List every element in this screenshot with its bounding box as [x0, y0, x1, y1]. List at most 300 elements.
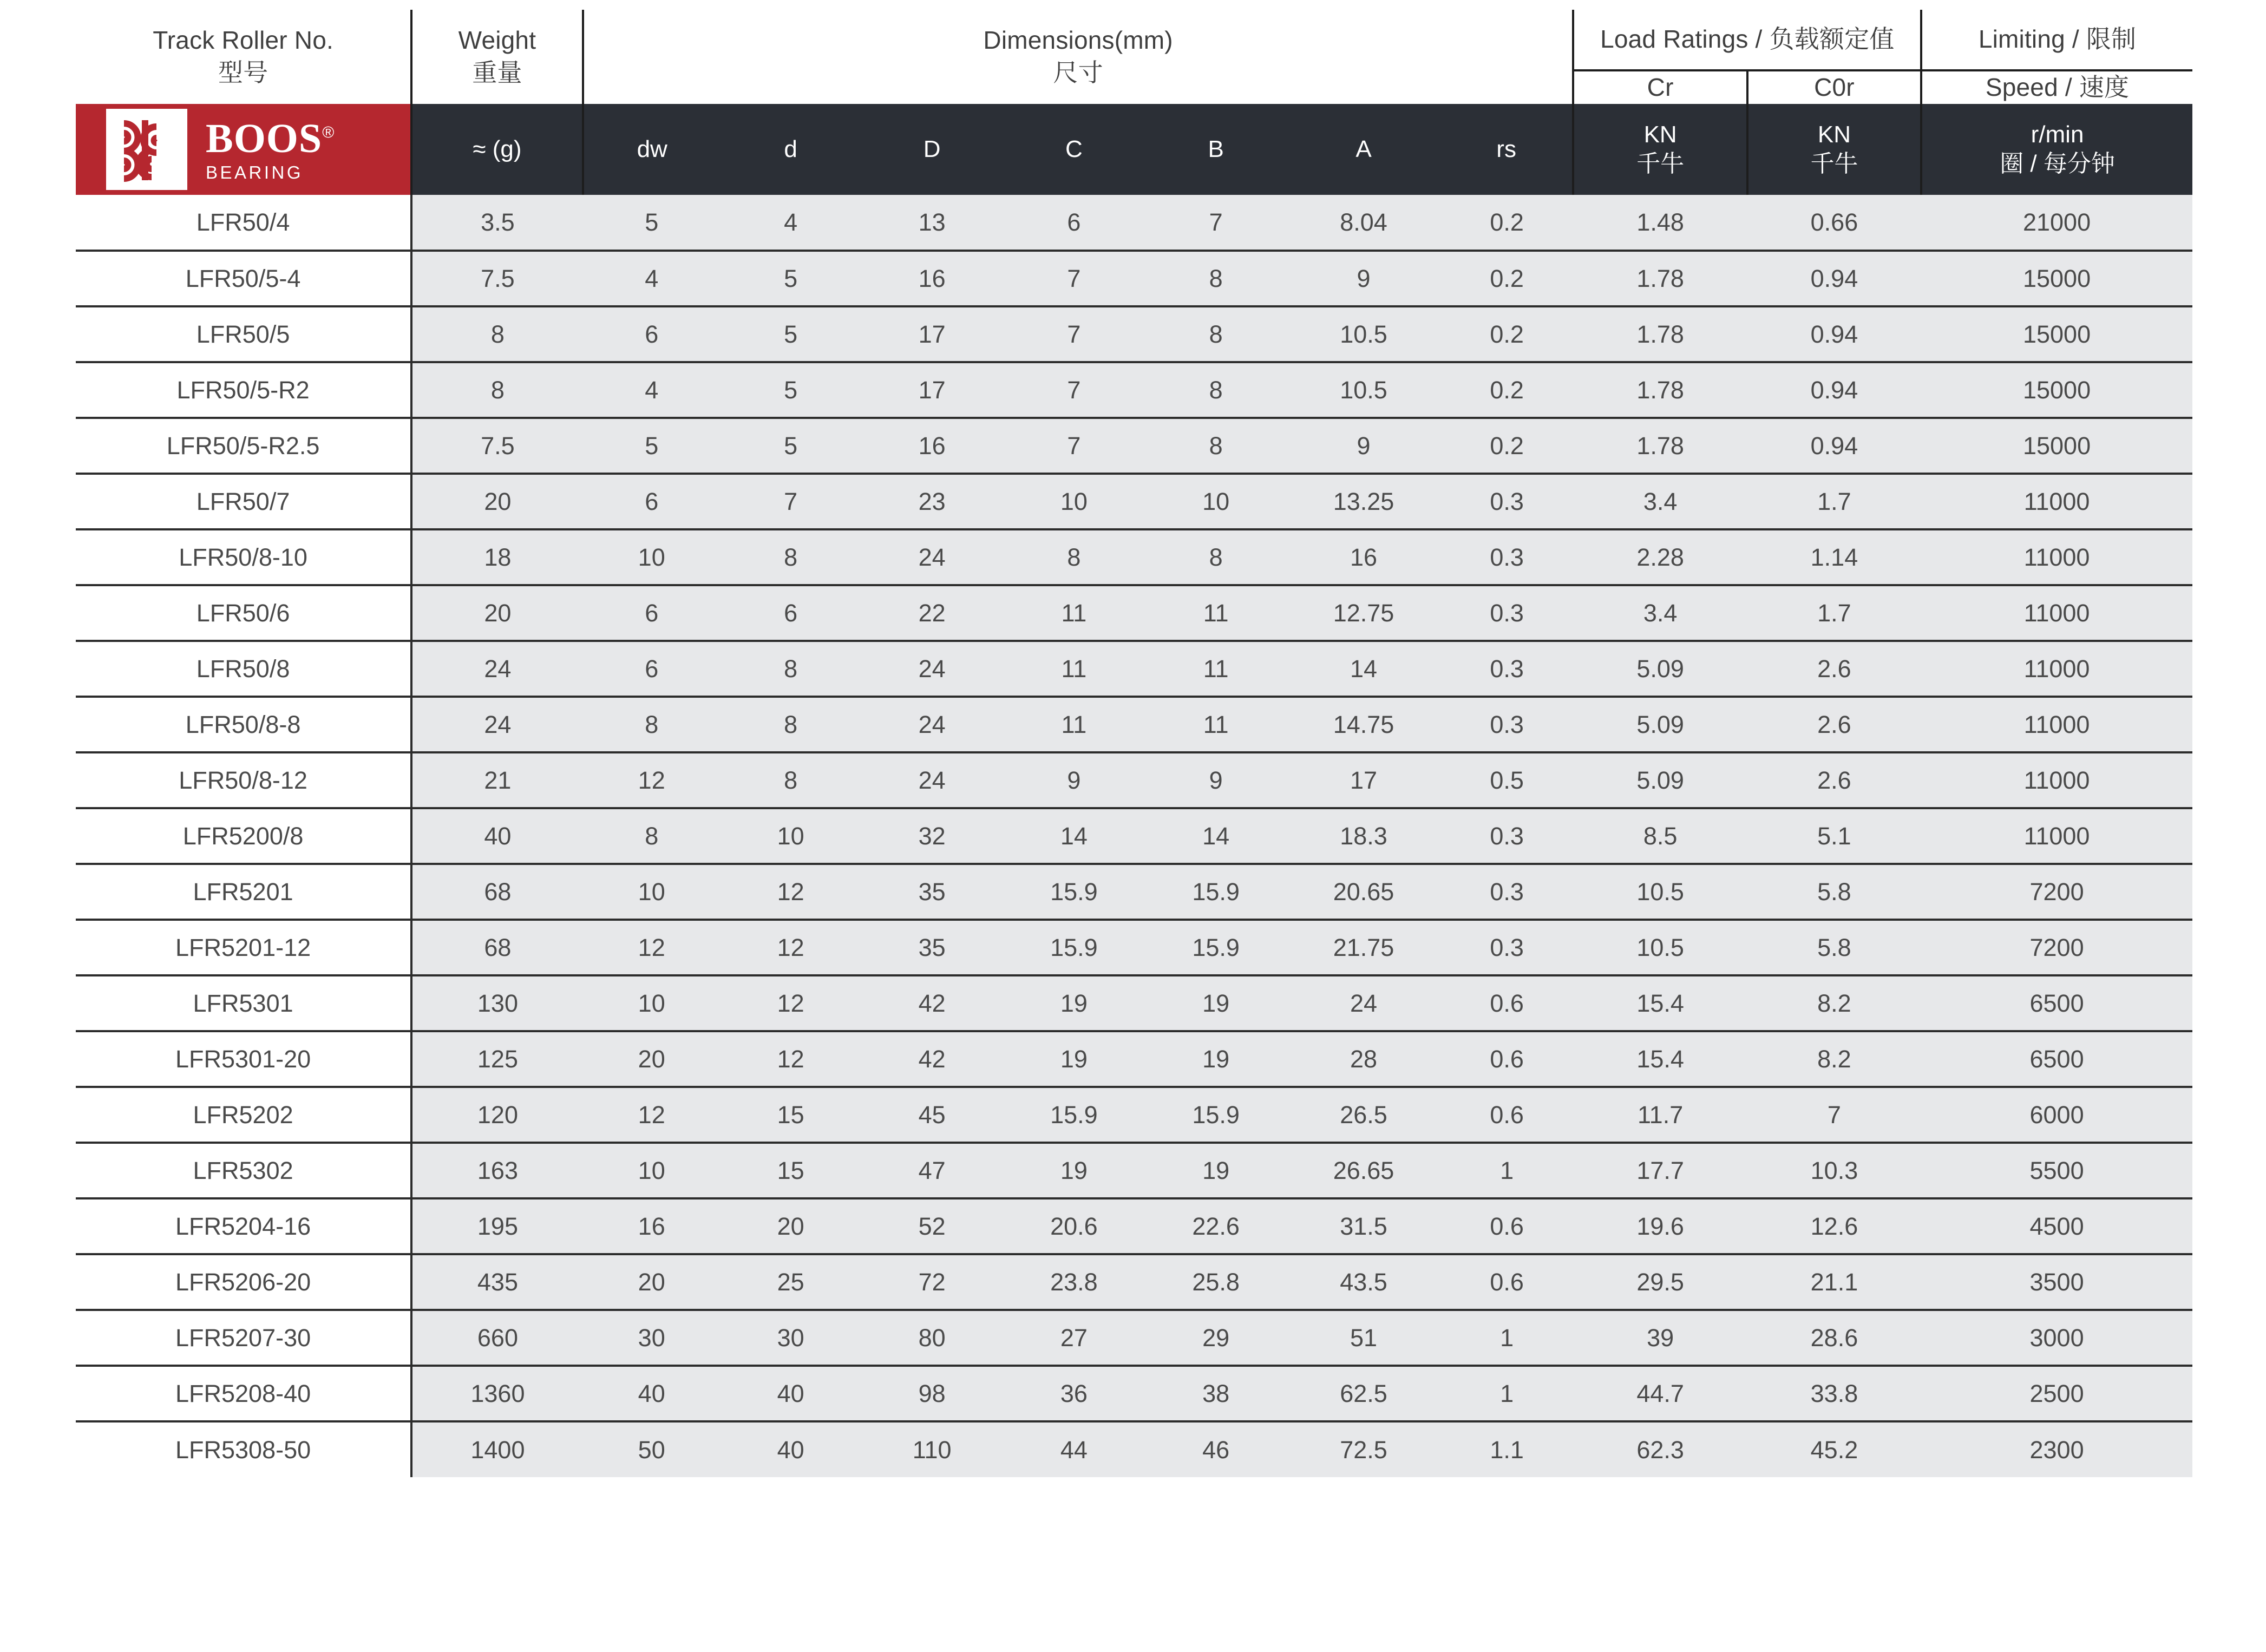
- cell-value: 4500: [1921, 1198, 2192, 1254]
- cell-value: 4: [583, 362, 721, 418]
- cell-value: 1.78: [1573, 362, 1747, 418]
- cell-value: 10: [583, 1143, 721, 1198]
- table-row: [76, 474, 2192, 529]
- table-row: [76, 697, 2192, 752]
- cell-value: 1.78: [1573, 418, 1747, 474]
- cell-value: 31.5: [1287, 1198, 1440, 1254]
- cell-value: 163: [411, 1143, 583, 1198]
- cell-value: 45.2: [1747, 1421, 1921, 1477]
- cell-value: 51: [1287, 1310, 1440, 1366]
- cell-value: 10.5: [1573, 920, 1747, 975]
- cell-value: 120: [411, 1087, 583, 1143]
- cell-value: 8: [721, 529, 861, 585]
- cell-value: 11000: [1921, 808, 2192, 864]
- cell-value: 45: [861, 1087, 1003, 1143]
- cell-value: 4: [583, 251, 721, 306]
- table-row: [76, 641, 2192, 697]
- cell-value: 8: [1145, 418, 1287, 474]
- cell-value: 30: [721, 1310, 861, 1366]
- cell-value: 40: [411, 808, 583, 864]
- unit-dw: dw: [583, 104, 721, 195]
- cell-value: 5: [721, 306, 861, 362]
- cell-value: 15.9: [1003, 864, 1145, 920]
- cell-value: 3500: [1921, 1254, 2192, 1310]
- cell-value: 12: [583, 1087, 721, 1143]
- cell-value: 7: [1145, 195, 1287, 251]
- table-row: [76, 195, 2192, 251]
- cell-value: 15.4: [1573, 1031, 1747, 1087]
- unit-C: C: [1003, 104, 1145, 195]
- cell-value: 46: [1145, 1421, 1287, 1477]
- table-row: [76, 1366, 2192, 1421]
- header-c0r: C0r: [1747, 70, 1921, 104]
- cell-value: 1.14: [1747, 529, 1921, 585]
- cell-value: 12: [721, 975, 861, 1031]
- unit-cr-en: KN: [1643, 121, 1677, 148]
- cell-value: 10.5: [1287, 306, 1440, 362]
- cell-value: 22: [861, 585, 1003, 641]
- cell-value: 28.6: [1747, 1310, 1921, 1366]
- header-load-ratings-label: Load Ratings / 负载额定值: [1600, 25, 1895, 54]
- cell-value: 33.8: [1747, 1366, 1921, 1421]
- cell-value: 15: [721, 1087, 861, 1143]
- cell-value: 5: [721, 362, 861, 418]
- cell-value: 40: [721, 1366, 861, 1421]
- cell-track-roller-no: LFR50/7: [76, 474, 411, 529]
- table-row: [76, 362, 2192, 418]
- brand-name: BOOS: [206, 115, 323, 161]
- cell-value: 1: [1440, 1366, 1574, 1421]
- cell-value: 24: [861, 752, 1003, 808]
- header-weight: [411, 10, 583, 104]
- cell-value: 11000: [1921, 585, 2192, 641]
- cell-value: 7.5: [411, 418, 583, 474]
- header-load-ratings: [1573, 10, 1921, 70]
- unit-c0r-en: KN: [1817, 121, 1851, 148]
- cell-value: 0.6: [1440, 1087, 1574, 1143]
- cell-value: 15000: [1921, 362, 2192, 418]
- header-track-roller-no: [76, 10, 411, 104]
- header-dimensions-en: Dimensions(mm): [983, 26, 1173, 55]
- cell-value: 19: [1145, 1031, 1287, 1087]
- cell-value: 1.78: [1573, 306, 1747, 362]
- cell-value: 1360: [411, 1366, 583, 1421]
- cell-value: 35: [861, 920, 1003, 975]
- cell-value: 40: [721, 1421, 861, 1477]
- cell-value: 14: [1003, 808, 1145, 864]
- cell-value: 24: [411, 641, 583, 697]
- cell-value: 11.7: [1573, 1087, 1747, 1143]
- cell-value: 80: [861, 1310, 1003, 1366]
- cell-value: 6: [583, 641, 721, 697]
- cell-track-roller-no: LFR50/5: [76, 306, 411, 362]
- cell-value: 9: [1287, 251, 1440, 306]
- cell-value: 2500: [1921, 1366, 2192, 1421]
- cell-track-roller-no: LFR5302: [76, 1143, 411, 1198]
- registered-mark: ®: [322, 123, 335, 142]
- table-row: [76, 864, 2192, 920]
- cell-value: 16: [861, 251, 1003, 306]
- brand-tagline: BEARING: [206, 162, 304, 182]
- cell-value: 0.94: [1747, 251, 1921, 306]
- cell-value: 20: [411, 585, 583, 641]
- cell-value: 195: [411, 1198, 583, 1254]
- cell-value: 24: [861, 529, 1003, 585]
- cell-value: 8: [1145, 251, 1287, 306]
- header-cr: Cr: [1573, 70, 1747, 104]
- cell-track-roller-no: LFR5202: [76, 1087, 411, 1143]
- table-row: [76, 529, 2192, 585]
- cell-track-roller-no: LFR50/8-12: [76, 752, 411, 808]
- cell-value: 11: [1003, 641, 1145, 697]
- cell-value: 0.2: [1440, 306, 1574, 362]
- cell-value: 3.4: [1573, 585, 1747, 641]
- cell-value: 42: [861, 975, 1003, 1031]
- cell-value: 7: [721, 474, 861, 529]
- cell-value: 5: [721, 251, 861, 306]
- table-row: [76, 752, 2192, 808]
- cell-value: 17: [861, 362, 1003, 418]
- cell-value: 24: [411, 697, 583, 752]
- cell-value: 47: [861, 1143, 1003, 1198]
- cell-track-roller-no: LFR5208-40: [76, 1366, 411, 1421]
- unit-cr: [1573, 104, 1747, 195]
- cell-value: 15000: [1921, 251, 2192, 306]
- cell-value: 10: [1145, 474, 1287, 529]
- table-row: [76, 585, 2192, 641]
- cell-value: 8.2: [1747, 975, 1921, 1031]
- cell-value: 7200: [1921, 920, 2192, 975]
- cell-value: 27: [1003, 1310, 1145, 1366]
- cell-value: 5.1: [1747, 808, 1921, 864]
- cell-value: 7: [1003, 251, 1145, 306]
- cell-value: 5.8: [1747, 864, 1921, 920]
- cell-value: 0.6: [1440, 1198, 1574, 1254]
- cell-value: 22.6: [1145, 1198, 1287, 1254]
- unit-D: D: [861, 104, 1003, 195]
- cell-value: 12: [721, 1031, 861, 1087]
- cell-value: 42: [861, 1031, 1003, 1087]
- cell-value: 20: [721, 1198, 861, 1254]
- cell-value: 8.04: [1287, 195, 1440, 251]
- cell-value: 130: [411, 975, 583, 1031]
- cell-value: 13: [861, 195, 1003, 251]
- cell-value: 11: [1003, 585, 1145, 641]
- cell-value: 28: [1287, 1031, 1440, 1087]
- unit-d: d: [721, 104, 861, 195]
- cell-value: 1.7: [1747, 474, 1921, 529]
- cell-value: 2.6: [1747, 641, 1921, 697]
- cell-value: 16: [1287, 529, 1440, 585]
- cell-value: 5.09: [1573, 752, 1747, 808]
- cell-value: 0.6: [1440, 1254, 1574, 1310]
- cell-value: 35: [861, 864, 1003, 920]
- cell-value: 10: [721, 808, 861, 864]
- cell-value: 24: [861, 697, 1003, 752]
- cell-value: 15.9: [1003, 1087, 1145, 1143]
- cell-value: 9: [1003, 752, 1145, 808]
- cell-value: 2.28: [1573, 529, 1747, 585]
- cell-value: 1400: [411, 1421, 583, 1477]
- cell-track-roller-no: LFR50/8-10: [76, 529, 411, 585]
- table-row: [76, 1143, 2192, 1198]
- cell-value: 17: [861, 306, 1003, 362]
- cell-value: 19: [1003, 1143, 1145, 1198]
- cell-value: 68: [411, 864, 583, 920]
- cell-value: 125: [411, 1031, 583, 1087]
- cell-value: 39: [1573, 1310, 1747, 1366]
- cell-value: 0.94: [1747, 362, 1921, 418]
- cell-value: 32: [861, 808, 1003, 864]
- cell-value: 5: [721, 418, 861, 474]
- cell-value: 6500: [1921, 1031, 2192, 1087]
- cell-value: 0.3: [1440, 808, 1574, 864]
- header-speed: Speed / 速度: [1921, 70, 2192, 104]
- cell-value: 98: [861, 1366, 1003, 1421]
- cell-value: 2300: [1921, 1421, 2192, 1477]
- cell-value: 0.6: [1440, 1031, 1574, 1087]
- cell-value: 12: [583, 920, 721, 975]
- cell-value: 68: [411, 920, 583, 975]
- table-row: [76, 1310, 2192, 1366]
- table-body: [76, 195, 2192, 1477]
- cell-value: 16: [861, 418, 1003, 474]
- cell-value: 0.2: [1440, 251, 1574, 306]
- cell-value: 18: [411, 529, 583, 585]
- cell-track-roller-no: LFR50/5-4: [76, 251, 411, 306]
- cell-track-roller-no: LFR5207-30: [76, 1310, 411, 1366]
- table-row: [76, 920, 2192, 975]
- cell-value: 24: [861, 641, 1003, 697]
- cell-value: 12.6: [1747, 1198, 1921, 1254]
- cell-value: 9: [1287, 418, 1440, 474]
- cell-value: 2.6: [1747, 697, 1921, 752]
- header-group-row: [76, 10, 2192, 70]
- cell-track-roller-no: LFR5200/8: [76, 808, 411, 864]
- unit-speed-en: r/min: [2031, 121, 2084, 148]
- cell-value: 7: [1003, 306, 1145, 362]
- cell-value: 0.6: [1440, 975, 1574, 1031]
- cell-value: 15.9: [1145, 1087, 1287, 1143]
- cell-value: 7.5: [411, 251, 583, 306]
- cell-track-roller-no: LFR5301-20: [76, 1031, 411, 1087]
- cell-value: 1: [1440, 1310, 1574, 1366]
- cell-value: 8.2: [1747, 1031, 1921, 1087]
- cell-track-roller-no: LFR5206-20: [76, 1254, 411, 1310]
- cell-value: 3.5: [411, 195, 583, 251]
- cell-value: 30: [583, 1310, 721, 1366]
- cell-value: 20.6: [1003, 1198, 1145, 1254]
- cell-value: 8: [411, 362, 583, 418]
- table-row: [76, 1031, 2192, 1087]
- cell-value: 8: [721, 752, 861, 808]
- unit-c0r: [1747, 104, 1921, 195]
- cell-value: 7: [1003, 362, 1145, 418]
- header-dimensions-cn: 尺寸: [1053, 58, 1103, 87]
- unit-B: B: [1145, 104, 1287, 195]
- cell-value: 19: [1145, 975, 1287, 1031]
- cell-value: 0.2: [1440, 418, 1574, 474]
- cell-value: 20: [583, 1031, 721, 1087]
- table-row: [76, 418, 2192, 474]
- cell-track-roller-no: LFR5308-50: [76, 1421, 411, 1477]
- cell-value: 0.3: [1440, 697, 1574, 752]
- cell-value: 0.2: [1440, 195, 1574, 251]
- cell-value: 29: [1145, 1310, 1287, 1366]
- unit-speed-cn: 圈 / 每分钟: [2000, 150, 2115, 177]
- header-dimensions: [583, 10, 1574, 104]
- unit-speed: [1921, 104, 2192, 195]
- cell-value: 660: [411, 1310, 583, 1366]
- header-weight-en: Weight: [458, 26, 536, 55]
- header-weight-cn: 重量: [472, 58, 522, 87]
- cell-track-roller-no: LFR5201: [76, 864, 411, 920]
- cell-value: 10: [583, 975, 721, 1031]
- brand-logo: [76, 104, 411, 195]
- cell-value: 8.5: [1573, 808, 1747, 864]
- cell-value: 1.48: [1573, 195, 1747, 251]
- cell-value: 19: [1145, 1143, 1287, 1198]
- cell-value: 15: [721, 1143, 861, 1198]
- cell-track-roller-no: LFR50/8-8: [76, 697, 411, 752]
- cell-value: 20: [583, 1254, 721, 1310]
- cell-value: 17: [1287, 752, 1440, 808]
- cell-track-roller-no: LFR5204-16: [76, 1198, 411, 1254]
- cell-value: 0.66: [1747, 195, 1921, 251]
- cell-value: 15000: [1921, 418, 2192, 474]
- table-row: [76, 1198, 2192, 1254]
- cell-value: 19: [1003, 1031, 1145, 1087]
- cell-value: 13.25: [1287, 474, 1440, 529]
- header-limiting: [1921, 10, 2192, 70]
- cell-value: 5.09: [1573, 641, 1747, 697]
- track-roller-spec-table: [76, 10, 2192, 1477]
- cell-value: 8: [1145, 306, 1287, 362]
- cell-value: 14.75: [1287, 697, 1440, 752]
- cell-value: 52: [861, 1198, 1003, 1254]
- cell-value: 10.5: [1287, 362, 1440, 418]
- unit-weight: ≈ (g): [411, 104, 583, 195]
- cell-value: 0.3: [1440, 920, 1574, 975]
- cell-value: 12.75: [1287, 585, 1440, 641]
- cell-value: 19: [1003, 975, 1145, 1031]
- cell-value: 10.3: [1747, 1143, 1921, 1198]
- cell-value: 15.9: [1145, 920, 1287, 975]
- cell-value: 21: [411, 752, 583, 808]
- cell-value: 6: [583, 474, 721, 529]
- cell-value: 25.8: [1145, 1254, 1287, 1310]
- header-limiting-label: Limiting / 限制: [1978, 25, 2137, 54]
- cell-value: 0.5: [1440, 752, 1574, 808]
- cell-value: 1.1: [1440, 1421, 1574, 1477]
- cell-value: 11: [1145, 697, 1287, 752]
- header-units-row: [76, 104, 2192, 195]
- cell-track-roller-no: LFR50/4: [76, 195, 411, 251]
- cell-track-roller-no: LFR50/5-R2.5: [76, 418, 411, 474]
- header-track-roller-no-cn: 型号: [218, 58, 268, 87]
- cell-value: 11000: [1921, 752, 2192, 808]
- cell-value: 23: [861, 474, 1003, 529]
- cell-value: 8: [583, 697, 721, 752]
- cell-value: 435: [411, 1254, 583, 1310]
- cell-value: 9: [1145, 752, 1287, 808]
- cell-value: 7: [1003, 418, 1145, 474]
- cell-value: 0.3: [1440, 585, 1574, 641]
- cell-value: 1.7: [1747, 585, 1921, 641]
- cell-value: 3000: [1921, 1310, 2192, 1366]
- cell-value: 14: [1287, 641, 1440, 697]
- cell-value: 0.3: [1440, 529, 1574, 585]
- cell-value: 20.65: [1287, 864, 1440, 920]
- cell-value: 15.9: [1145, 864, 1287, 920]
- cell-value: 23.8: [1003, 1254, 1145, 1310]
- cell-value: 16: [583, 1198, 721, 1254]
- cell-value: 24: [1287, 975, 1440, 1031]
- table-row: [76, 306, 2192, 362]
- cell-value: 6000: [1921, 1087, 2192, 1143]
- unit-rs: rs: [1440, 104, 1574, 195]
- cell-value: 8: [1145, 529, 1287, 585]
- cell-value: 36: [1003, 1366, 1145, 1421]
- cell-value: 7: [1747, 1087, 1921, 1143]
- cell-value: 43.5: [1287, 1254, 1440, 1310]
- cell-value: 44: [1003, 1421, 1145, 1477]
- cell-value: 10: [1003, 474, 1145, 529]
- cell-value: 0.94: [1747, 418, 1921, 474]
- cell-value: 14: [1145, 808, 1287, 864]
- cell-value: 5.8: [1747, 920, 1921, 975]
- cell-value: 0.3: [1440, 864, 1574, 920]
- cell-value: 21000: [1921, 195, 2192, 251]
- cell-value: 15000: [1921, 306, 2192, 362]
- cell-value: 6: [721, 585, 861, 641]
- cell-value: 12: [721, 920, 861, 975]
- cell-value: 8: [411, 306, 583, 362]
- cell-value: 10: [583, 864, 721, 920]
- cell-value: 7200: [1921, 864, 2192, 920]
- cell-value: 8: [1145, 362, 1287, 418]
- cell-value: 8: [583, 808, 721, 864]
- cell-value: 5: [583, 418, 721, 474]
- cell-value: 15.9: [1003, 920, 1145, 975]
- cell-value: 15.4: [1573, 975, 1747, 1031]
- cell-value: 17.7: [1573, 1143, 1747, 1198]
- cell-value: 50: [583, 1421, 721, 1477]
- table-header: [76, 10, 2192, 195]
- cell-value: 8: [721, 641, 861, 697]
- cell-value: 18.3: [1287, 808, 1440, 864]
- cell-value: 8: [721, 697, 861, 752]
- cell-value: 44.7: [1573, 1366, 1747, 1421]
- cell-value: 4: [721, 195, 861, 251]
- cell-value: 0.3: [1440, 474, 1574, 529]
- cell-value: 1.78: [1573, 251, 1747, 306]
- cell-track-roller-no: LFR50/5-R2: [76, 362, 411, 418]
- cell-value: 8: [1003, 529, 1145, 585]
- cell-value: 10: [583, 529, 721, 585]
- cell-value: 6: [583, 306, 721, 362]
- table-row: [76, 975, 2192, 1031]
- cell-value: 40: [583, 1366, 721, 1421]
- table-row: [76, 1254, 2192, 1310]
- cell-value: 0.2: [1440, 362, 1574, 418]
- cell-value: 6: [1003, 195, 1145, 251]
- cell-value: 62.3: [1573, 1421, 1747, 1477]
- cell-value: 19.6: [1573, 1198, 1747, 1254]
- cell-value: 38: [1145, 1366, 1287, 1421]
- cell-track-roller-no: LFR50/8: [76, 641, 411, 697]
- cell-value: 21.75: [1287, 920, 1440, 975]
